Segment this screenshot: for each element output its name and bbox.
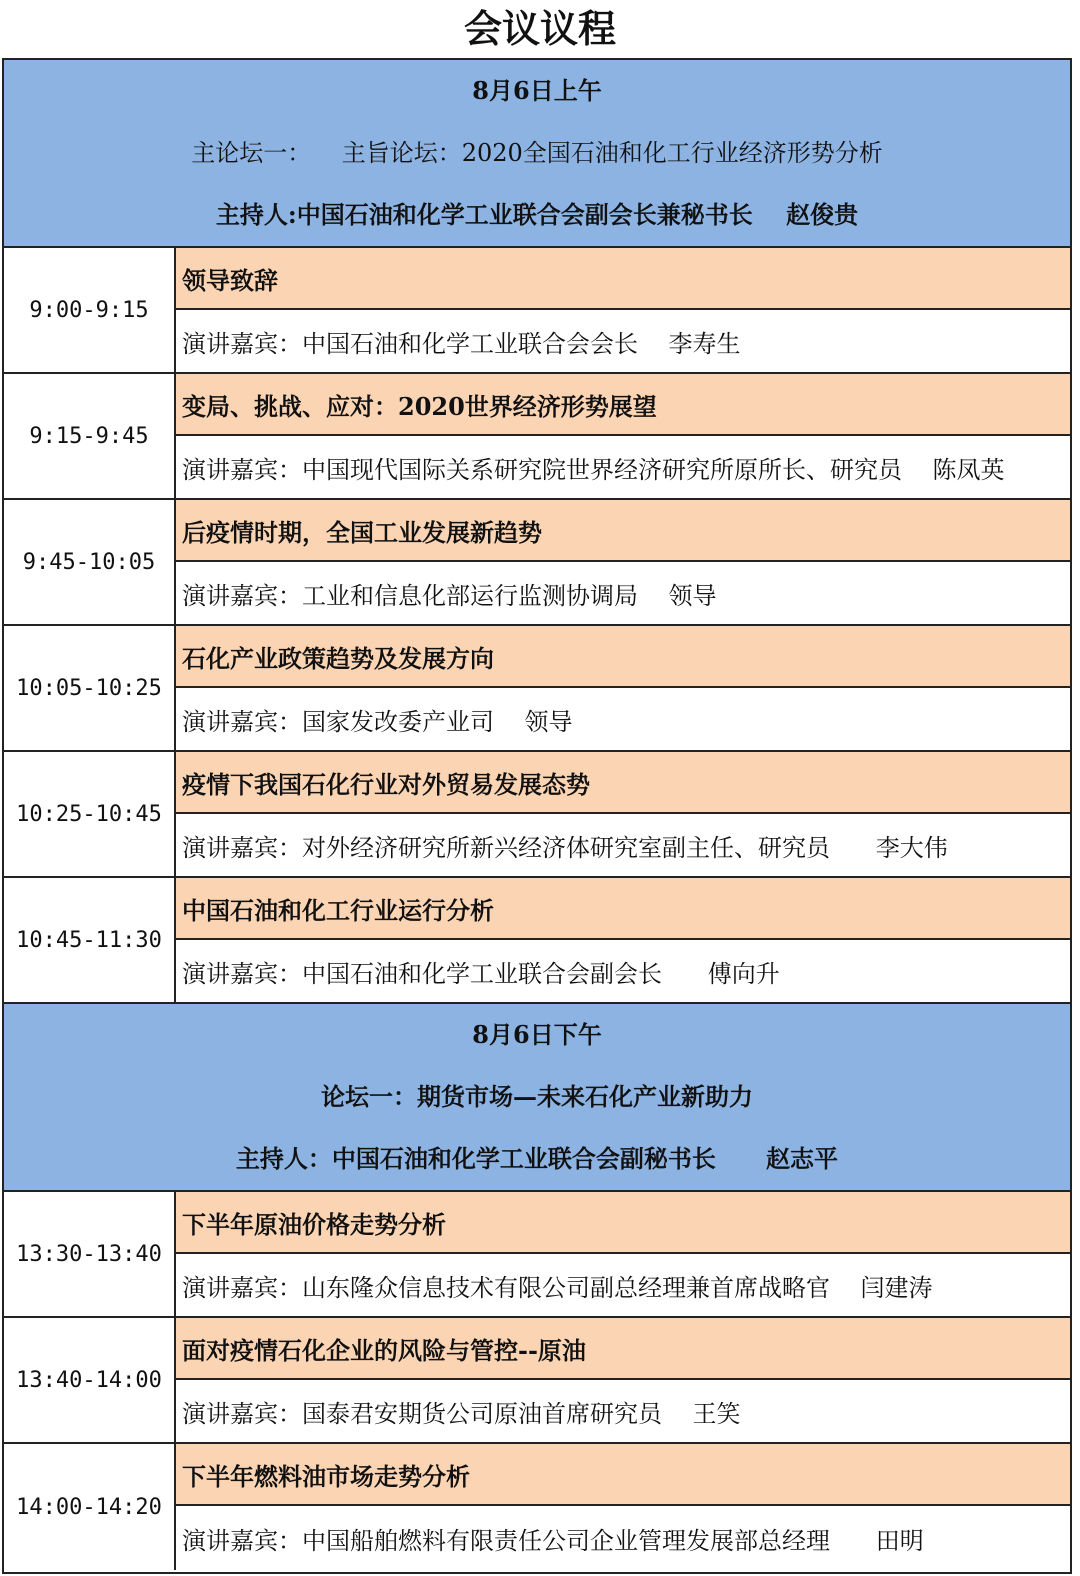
time-slot: 14:00-14:20 [4,1444,176,1570]
talk-topic: 面对疫情石化企业的风险与管控--原油 [176,1318,1070,1380]
session-host: 主持人：中国石油和化学工业联合会副秘书长 赵志平 [235,1144,839,1173]
talk-topic: 下半年燃料油市场走势分析 [176,1444,1070,1506]
talk-topic: 下半年原油价格走势分析 [176,1192,1070,1254]
time-slot: 10:05-10:25 [4,626,176,750]
time-slot: 13:40-14:00 [4,1318,176,1442]
page-title: 会议议程 [463,6,616,51]
time-slot: 10:25-10:45 [4,752,176,876]
agenda-row [4,500,1070,626]
speaker-info: 演讲嘉宾：对外经济研究所新兴经济体研究室副主任、研究员 李大伟 [176,814,1070,876]
time-slot: 13:30-13:40 [4,1192,176,1316]
speaker-info: 演讲嘉宾：中国现代国际关系研究院世界经济研究所原所长、研究员 陈凤英 [176,436,1070,498]
speaker-info: 演讲嘉宾：山东隆众信息技术有限公司副总经理兼首席战略官 闫建涛 [176,1254,1070,1316]
speaker-info: 演讲嘉宾：国泰君安期货公司原油首席研究员 王笑 [176,1380,1070,1442]
speaker-info: 演讲嘉宾：中国石油和化学工业联合会副会长 傅向升 [176,940,1070,1002]
agenda-table [2,58,1072,1574]
session-host: 主持人:中国石油和化学工业联合会副会长兼秘书长 赵俊贵 [215,200,859,229]
session-date: 8月6日上午 [472,76,602,105]
talk-topic: 后疫情时期，全国工业发展新趋势 [176,500,1070,562]
agenda-row [4,1444,1070,1570]
time-slot: 10:45-11:30 [4,878,176,1002]
speaker-info: 演讲嘉宾：国家发改委产业司 领导 [176,688,1070,750]
agenda-row [4,626,1070,752]
talk-topic: 领导致辞 [176,248,1070,310]
talk-topic: 变局、挑战、应对：2020世界经济形势展望 [176,374,1070,436]
time-slot: 9:15-9:45 [4,374,176,498]
session-date: 8月6日下午 [472,1020,602,1049]
speaker-info: 演讲嘉宾：工业和信息化部运行监测协调局 领导 [176,562,1070,624]
agenda-row [4,752,1070,878]
speaker-info: 演讲嘉宾：中国船舶燃料有限责任公司企业管理发展部总经理 田明 [176,1506,1070,1570]
speaker-info: 演讲嘉宾：中国石油和化学工业联合会会长 李寿生 [176,310,1070,372]
agenda-row [4,1318,1070,1444]
session-forum: 主论坛一： 主旨论坛：2020全国石油和化工行业经济形势分析 [191,139,883,167]
session-header-morning [4,60,1070,248]
agenda-row [4,248,1070,374]
time-slot: 9:45-10:05 [4,500,176,624]
time-slot: 9:00-9:15 [4,248,176,372]
talk-topic: 石化产业政策趋势及发展方向 [176,626,1070,688]
session-header-afternoon [4,1004,1070,1192]
agenda-row [4,878,1070,1004]
agenda-row [4,1192,1070,1318]
talk-topic: 中国石油和化工行业运行分析 [176,878,1070,940]
agenda-row [4,374,1070,500]
session-forum: 论坛一：期货市场—未来石化产业新助力 [321,1082,753,1111]
talk-topic: 疫情下我国石化行业对外贸易发展态势 [176,752,1070,814]
